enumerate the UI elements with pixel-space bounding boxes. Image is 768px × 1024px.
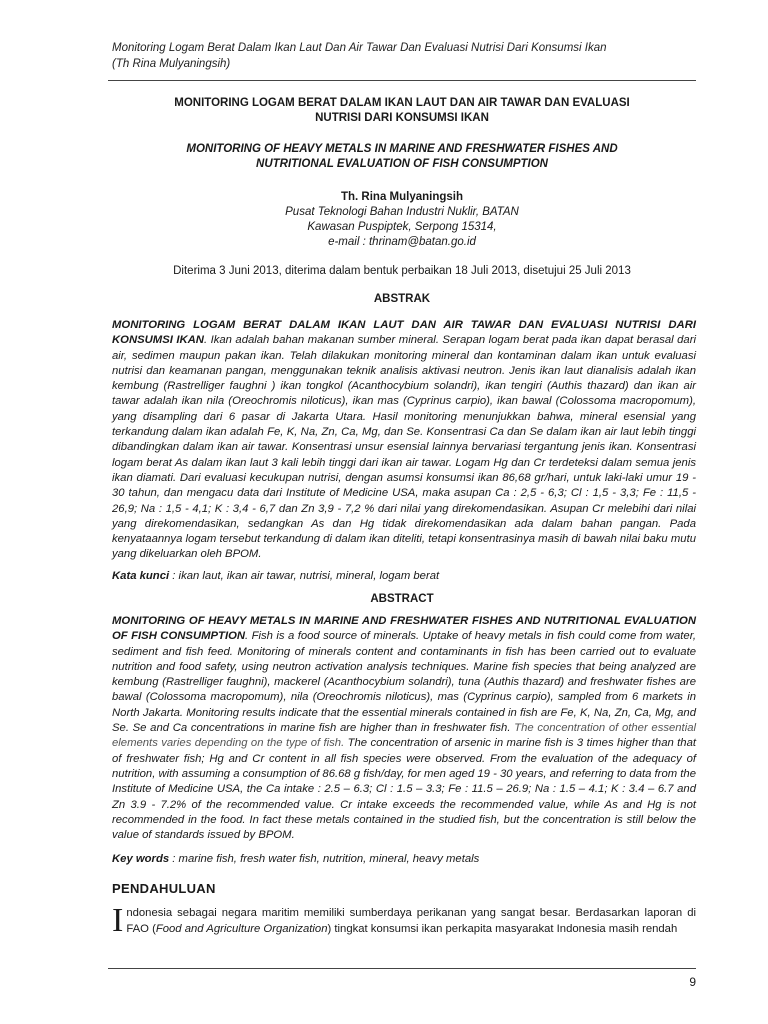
key-words	[112, 853, 696, 865]
paper-title-english-line2: NUTRITIONAL EVALUATION OF FISH CONSUMPTION	[256, 158, 548, 170]
intro-text-end: ) tingkat konsumsi ikan perkapita masyarakat Indonesia masih rendah	[327, 923, 678, 935]
drop-cap: I	[112, 902, 124, 939]
header-rule	[108, 80, 696, 81]
author-block	[112, 190, 692, 250]
abstract-text-part2: The concentration of arsenic in marine fish is 3 times higher than that of freshwater fish; Hg and Cr content in all fish species were observed. From the evaluation of the adequacy of nutrition, with assuming a consumption of 86.68 g fish/day, for men aged 19 - 30 years, and referring to data from the Institute of Medicine USA, the Ca intake : 2.5 – 6.3; Cl : 1.5 – 3.3; Fe : 11.5 – 26.9; Na : 1.5 – 4.1; K : 3.4 – 6.7 and Zn 3.9 - 7.2% of the recommended value. Cr intake exceeds the recommended value, while As and Hg is not recommended in the food. In fact these metals contained in the studied fish, but the concentration is still below the value of standards issued by BPOM.	[112, 737, 696, 842]
paper-title-indonesian-line1: MONITORING LOGAM BERAT DALAM IKAN LAUT DAN AIR TAWAR DAN EVALUASI	[174, 97, 630, 109]
abstract-text-highlight: The concentration of other essential elements varies depending on the type of fish.	[112, 722, 696, 750]
paper-title-indonesian	[112, 96, 692, 126]
abstrak-lead: MONITORING LOGAM BERAT DALAM IKAN LAUT DAN AIR TAWAR DAN EVALUASI NUTRISI DARI KONSUMSI IKAN	[112, 319, 696, 347]
abstrak-body	[112, 318, 696, 563]
abstract-text-part1: . Fish is a food source of minerals. Uptake of heavy metals in fish could come from water, sediment and fish feed. Monitoring of minerals content and contaminants in fish has been carried out to evaluate nutrition and food safety, using neutron activation analysis techniques. Marine fish species that being analyzed are kembung (Rastrelliger faughni), mackerel (Acanthocybium solandri), tuna (Authis thazard) and freshwater fishes are bawal (Colossoma macropomum), nila (Oreochromis niloticus), mas (Cyprinus carpio), sampled from 6 markets in North Jakarta. Monitoring results indicate that the essential minerals contained in fish are Fe, K, Na, Zn, Ca, Mg, and Se. Se and Ca concentrations in marine fish are higher than in freshwater fish.	[112, 630, 696, 735]
abstract-lead: MONITORING OF HEAVY METALS IN MARINE AND FRESHWATER FISHES AND NUTRITIONAL EVALUATION OF FISH CONSUMPTION	[112, 615, 696, 643]
page-number: 9	[689, 975, 696, 989]
intro-text-start: ndonesia sebagai negara maritim memiliki sumberdaya perikanan yang sangat besar. Berdasarkan laporan di FAO (	[126, 907, 696, 935]
kata-kunci-label: Kata kunci	[112, 570, 170, 582]
paper-title-english-line1: MONITORING OF HEAVY METALS IN MARINE AND FRESHWATER FISHES AND	[186, 143, 618, 155]
key-words-label: Key words	[112, 853, 170, 865]
footer-rule	[108, 968, 696, 969]
running-header	[112, 40, 692, 72]
running-header-title: Monitoring Logam Berat Dalam Ikan Laut Dan Air Tawar Dan Evaluasi Nutrisi Dari Konsumsi Ikan	[112, 42, 607, 54]
submission-dates: Diterima 3 Juni 2013, diterima dalam bentuk perbaikan 18 Juli 2013, disetujui 25 Juli 2013	[173, 265, 631, 277]
abstract-body	[112, 614, 696, 843]
kata-kunci	[112, 570, 696, 582]
abstrak-text: . Ikan adalah bahan makanan sumber mineral. Serapan logam berat pada ikan dapat berasal dari air, sedimen maupun pakan ikan. Telah dilakukan monitoring mineral dan kontaminan dalam ikan untuk evaluasi nutrisi dan keamanan pangan, menggunakan teknik analisis aktivasi neutron. Jenis ikan laut dianalisis adalah ikan kembung (Rastrelliger faughni ) ikan tongkol (Acanthocybium solandri), ikan tengiri (Authis thazard) dan ikan air tawar adalah ikan nila (Oreochromis niloticus), ikan mas (Cyprinus carpio), ikan bawal (Colossoma macropomum), yang disampling dari 6 pasar di Jakarta Utara. Hasil monitoring menunjukkan bahwa, mineral esensial yang terkandung dalam ikan adalah Fe, K, Na, Zn, Ca, Mg, dan Se. Konsentrasi Ca dan Se dalam ikan air laut lebih tinggi dibandingkan dalam ikan air tawar. Konsentrasi unsur esensial lainnya bervariasi tergantung jenis ikan. Konsentrasi logam berat As dalam ikan laut 3 kali lebih tinggi dari ikan air tawar. Logam Hg dan Cr terdeteksi dalam semua jenis ikan diamati. Dari evaluasi kecukupan nutrisi, dengan asumsi konsumsi ikan 86,68 gr/hari, untuk laki-laki umur 19 - 30 tahun, dan mengacu data dari Institute of Medicine USA, maka asupan Ca : 2,5 - 6,3; Cl : 1,5 - 3,3; Fe : 11,5 - 26,9; Na : 1,5 - 4,1; K : 3,4 - 6,7 dan Zn 3,9 - 7,2 % dari nilai yang direkomendasikan. Asupan Cr melebihi dari nilai yang direkomendasikan, sedangkan As dan Hg tidak direkomendasikan ada dalam bahan pangan. Pada kenyataannya logam tersebut terkandung di dalam ikan diteliti, tetapi konsentrasinya masih di bawah nilai baku mutu yang dikeluarkan oleh BPOM.	[112, 334, 696, 561]
key-words-values: : marine fish, fresh water fish, nutrition, mineral, heavy metals	[169, 853, 480, 865]
author-email: e-mail : thrinam@batan.go.id	[328, 236, 476, 248]
section-heading-pendahuluan: PENDAHULUAN	[112, 881, 216, 896]
author-address: Kawasan Puspiptek, Serpong 15314,	[307, 221, 497, 233]
intro-text-italic: Food and Agriculture Organization	[155, 923, 328, 935]
author-name: Th. Rina Mulyaningsih	[340, 191, 464, 203]
abstract-heading: ABSTRACT	[370, 593, 434, 605]
abstrak-heading: ABSTRAK	[373, 293, 431, 305]
running-header-author: (Th Rina Mulyaningsih)	[112, 58, 231, 70]
kata-kunci-values: : ikan laut, ikan air tawar, nutrisi, mineral, logam berat	[169, 570, 440, 582]
paper-title-english	[112, 142, 692, 172]
author-affiliation: Pusat Teknologi Bahan Industri Nuklir, BATAN	[285, 206, 519, 218]
introduction-paragraph	[112, 902, 696, 939]
paper-title-indonesian-line2: NUTRISI DARI KONSUMSI IKAN	[315, 112, 489, 124]
